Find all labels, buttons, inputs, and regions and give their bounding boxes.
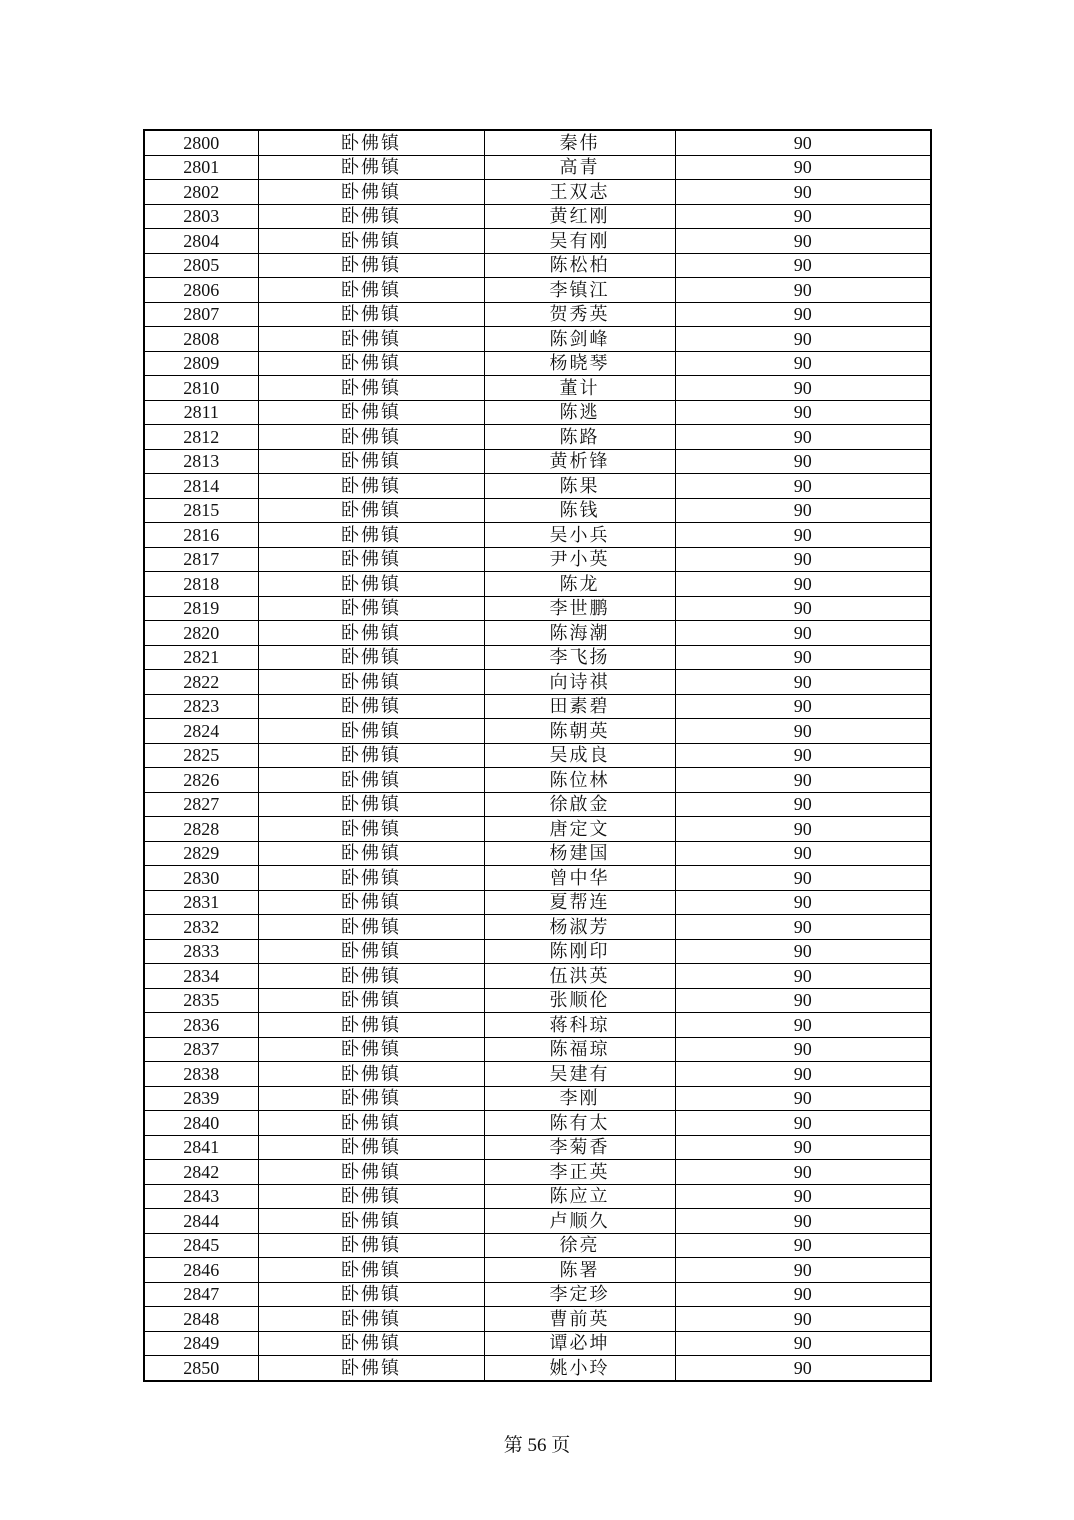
- name-cell: 伍洪英: [484, 964, 675, 989]
- table-row: [144, 498, 931, 523]
- score-cell: 90: [675, 964, 931, 989]
- score-cell: 90: [675, 596, 931, 621]
- name-cell: 陈路: [484, 425, 675, 450]
- row-index-cell: 2807: [144, 302, 258, 327]
- score-cell: 90: [675, 1160, 931, 1185]
- table-row: [144, 817, 931, 842]
- table-row: [144, 915, 931, 940]
- town-cell: 卧佛镇: [258, 1135, 484, 1160]
- name-cell: 夏帮连: [484, 890, 675, 915]
- score-cell: 90: [675, 400, 931, 425]
- score-cell: 90: [675, 621, 931, 646]
- score-cell: 90: [675, 670, 931, 695]
- town-cell: 卧佛镇: [258, 449, 484, 474]
- name-cell: 李刚: [484, 1086, 675, 1111]
- row-index-cell: 2815: [144, 498, 258, 523]
- score-cell: 90: [675, 939, 931, 964]
- table-row: [144, 1086, 931, 1111]
- name-cell: 陈朝英: [484, 719, 675, 744]
- row-index-cell: 2848: [144, 1307, 258, 1332]
- name-cell: 陈剑峰: [484, 327, 675, 352]
- row-index-cell: 2822: [144, 670, 258, 695]
- name-cell: 陈松柏: [484, 253, 675, 278]
- row-index-cell: 2833: [144, 939, 258, 964]
- name-cell: 蒋科琼: [484, 1013, 675, 1038]
- table-row: [144, 1282, 931, 1307]
- score-cell: 90: [675, 1111, 931, 1136]
- name-cell: 陈有太: [484, 1111, 675, 1136]
- row-index-cell: 2820: [144, 621, 258, 646]
- town-cell: 卧佛镇: [258, 1233, 484, 1258]
- score-cell: 90: [675, 180, 931, 205]
- name-cell: 李定珍: [484, 1282, 675, 1307]
- roster-table: [143, 129, 932, 1382]
- table-row: [144, 449, 931, 474]
- table-row: [144, 327, 931, 352]
- town-cell: 卧佛镇: [258, 866, 484, 891]
- table-row: [144, 1037, 931, 1062]
- row-index-cell: 2817: [144, 547, 258, 572]
- page-number: 第 56 页: [503, 1435, 571, 1456]
- table-row: [144, 302, 931, 327]
- row-index-cell: 2816: [144, 523, 258, 548]
- table-row: [144, 694, 931, 719]
- score-cell: 90: [675, 327, 931, 352]
- score-cell: 90: [675, 130, 931, 155]
- score-cell: 90: [675, 719, 931, 744]
- table-row: [144, 866, 931, 891]
- score-cell: 90: [675, 572, 931, 597]
- name-cell: 贺秀英: [484, 302, 675, 327]
- name-cell: 陈逃: [484, 400, 675, 425]
- row-index-cell: 2812: [144, 425, 258, 450]
- table-row: [144, 130, 931, 155]
- row-index-cell: 2803: [144, 204, 258, 229]
- score-cell: 90: [675, 915, 931, 940]
- score-cell: 90: [675, 1331, 931, 1356]
- score-cell: 90: [675, 523, 931, 548]
- row-index-cell: 2824: [144, 719, 258, 744]
- score-cell: 90: [675, 155, 931, 180]
- row-index-cell: 2839: [144, 1086, 258, 1111]
- score-cell: 90: [675, 792, 931, 817]
- town-cell: 卧佛镇: [258, 694, 484, 719]
- row-index-cell: 2808: [144, 327, 258, 352]
- row-index-cell: 2837: [144, 1037, 258, 1062]
- town-cell: 卧佛镇: [258, 523, 484, 548]
- town-cell: 卧佛镇: [258, 204, 484, 229]
- score-cell: 90: [675, 351, 931, 376]
- town-cell: 卧佛镇: [258, 327, 484, 352]
- row-index-cell: 2809: [144, 351, 258, 376]
- table-row: [144, 621, 931, 646]
- row-index-cell: 2841: [144, 1135, 258, 1160]
- table-row: [144, 988, 931, 1013]
- name-cell: 徐亮: [484, 1233, 675, 1258]
- name-cell: 陈福琼: [484, 1037, 675, 1062]
- table-row: [144, 1258, 931, 1283]
- table-row: [144, 1160, 931, 1185]
- town-cell: 卧佛镇: [258, 498, 484, 523]
- town-cell: 卧佛镇: [258, 621, 484, 646]
- town-cell: 卧佛镇: [258, 572, 484, 597]
- name-cell: 李正英: [484, 1160, 675, 1185]
- score-cell: 90: [675, 1135, 931, 1160]
- table-row: [144, 964, 931, 989]
- score-cell: 90: [675, 768, 931, 793]
- name-cell: 吴小兵: [484, 523, 675, 548]
- town-cell: 卧佛镇: [258, 1356, 484, 1381]
- row-index-cell: 2830: [144, 866, 258, 891]
- name-cell: 黄析锋: [484, 449, 675, 474]
- name-cell: 陈刚印: [484, 939, 675, 964]
- name-cell: 曾中华: [484, 866, 675, 891]
- name-cell: 向诗祺: [484, 670, 675, 695]
- table-row: [144, 155, 931, 180]
- score-cell: 90: [675, 645, 931, 670]
- name-cell: 张顺伦: [484, 988, 675, 1013]
- row-index-cell: 2800: [144, 130, 258, 155]
- town-cell: 卧佛镇: [258, 180, 484, 205]
- town-cell: 卧佛镇: [258, 351, 484, 376]
- table-row: [144, 1184, 931, 1209]
- town-cell: 卧佛镇: [258, 1258, 484, 1283]
- town-cell: 卧佛镇: [258, 939, 484, 964]
- score-cell: 90: [675, 204, 931, 229]
- table-row: [144, 1307, 931, 1332]
- town-cell: 卧佛镇: [258, 1111, 484, 1136]
- name-cell: 陈海潮: [484, 621, 675, 646]
- table-row: [144, 939, 931, 964]
- name-cell: 姚小玲: [484, 1356, 675, 1381]
- row-index-cell: 2802: [144, 180, 258, 205]
- name-cell: 卢顺久: [484, 1209, 675, 1234]
- town-cell: 卧佛镇: [258, 1062, 484, 1087]
- town-cell: 卧佛镇: [258, 768, 484, 793]
- name-cell: 陈龙: [484, 572, 675, 597]
- name-cell: 陈应立: [484, 1184, 675, 1209]
- row-index-cell: 2842: [144, 1160, 258, 1185]
- score-cell: 90: [675, 425, 931, 450]
- table-row: [144, 253, 931, 278]
- row-index-cell: 2806: [144, 278, 258, 303]
- name-cell: 王双志: [484, 180, 675, 205]
- score-cell: 90: [675, 1233, 931, 1258]
- score-cell: 90: [675, 1037, 931, 1062]
- table-row: [144, 768, 931, 793]
- score-cell: 90: [675, 278, 931, 303]
- score-cell: 90: [675, 988, 931, 1013]
- town-cell: 卧佛镇: [258, 1209, 484, 1234]
- row-index-cell: 2819: [144, 596, 258, 621]
- row-index-cell: 2810: [144, 376, 258, 401]
- score-cell: 90: [675, 1013, 931, 1038]
- row-index-cell: 2811: [144, 400, 258, 425]
- table-row: [144, 204, 931, 229]
- town-cell: 卧佛镇: [258, 547, 484, 572]
- town-cell: 卧佛镇: [258, 253, 484, 278]
- name-cell: 曹前英: [484, 1307, 675, 1332]
- row-index-cell: 2847: [144, 1282, 258, 1307]
- row-index-cell: 2823: [144, 694, 258, 719]
- table-row: [144, 792, 931, 817]
- town-cell: 卧佛镇: [258, 376, 484, 401]
- table-row: [144, 1135, 931, 1160]
- table-row: [144, 180, 931, 205]
- town-cell: 卧佛镇: [258, 1184, 484, 1209]
- town-cell: 卧佛镇: [258, 596, 484, 621]
- town-cell: 卧佛镇: [258, 1037, 484, 1062]
- name-cell: 陈果: [484, 474, 675, 499]
- row-index-cell: 2850: [144, 1356, 258, 1381]
- name-cell: 秦伟: [484, 130, 675, 155]
- score-cell: 90: [675, 841, 931, 866]
- name-cell: 陈位林: [484, 768, 675, 793]
- table-row: [144, 1062, 931, 1087]
- name-cell: 杨晓琴: [484, 351, 675, 376]
- name-cell: 陈署: [484, 1258, 675, 1283]
- name-cell: 黄红刚: [484, 204, 675, 229]
- row-index-cell: 2829: [144, 841, 258, 866]
- score-cell: 90: [675, 253, 931, 278]
- town-cell: 卧佛镇: [258, 302, 484, 327]
- town-cell: 卧佛镇: [258, 719, 484, 744]
- row-index-cell: 2845: [144, 1233, 258, 1258]
- table-row: [144, 645, 931, 670]
- town-cell: 卧佛镇: [258, 155, 484, 180]
- table-row: [144, 1209, 931, 1234]
- score-cell: 90: [675, 1356, 931, 1381]
- row-index-cell: 2801: [144, 155, 258, 180]
- table-row: [144, 523, 931, 548]
- score-cell: 90: [675, 1184, 931, 1209]
- row-index-cell: 2849: [144, 1331, 258, 1356]
- score-cell: 90: [675, 1209, 931, 1234]
- town-cell: 卧佛镇: [258, 1160, 484, 1185]
- score-cell: 90: [675, 1062, 931, 1087]
- row-index-cell: 2804: [144, 229, 258, 254]
- table-row: [144, 1331, 931, 1356]
- table-row: [144, 1111, 931, 1136]
- row-index-cell: 2832: [144, 915, 258, 940]
- table-row: [144, 890, 931, 915]
- town-cell: 卧佛镇: [258, 792, 484, 817]
- score-cell: 90: [675, 498, 931, 523]
- town-cell: 卧佛镇: [258, 964, 484, 989]
- score-cell: 90: [675, 547, 931, 572]
- row-index-cell: 2805: [144, 253, 258, 278]
- row-index-cell: 2831: [144, 890, 258, 915]
- name-cell: 田素碧: [484, 694, 675, 719]
- town-cell: 卧佛镇: [258, 1013, 484, 1038]
- town-cell: 卧佛镇: [258, 645, 484, 670]
- name-cell: 李镇江: [484, 278, 675, 303]
- row-index-cell: 2834: [144, 964, 258, 989]
- name-cell: 陈钱: [484, 498, 675, 523]
- town-cell: 卧佛镇: [258, 817, 484, 842]
- town-cell: 卧佛镇: [258, 890, 484, 915]
- table-row: [144, 1233, 931, 1258]
- town-cell: 卧佛镇: [258, 1307, 484, 1332]
- town-cell: 卧佛镇: [258, 278, 484, 303]
- name-cell: 谭必坤: [484, 1331, 675, 1356]
- row-index-cell: 2813: [144, 449, 258, 474]
- table-row: [144, 351, 931, 376]
- row-index-cell: 2825: [144, 743, 258, 768]
- score-cell: 90: [675, 866, 931, 891]
- score-cell: 90: [675, 1307, 931, 1332]
- row-index-cell: 2846: [144, 1258, 258, 1283]
- name-cell: 徐啟金: [484, 792, 675, 817]
- table-row: [144, 547, 931, 572]
- row-index-cell: 2835: [144, 988, 258, 1013]
- town-cell: 卧佛镇: [258, 425, 484, 450]
- row-index-cell: 2827: [144, 792, 258, 817]
- table-row: [144, 572, 931, 597]
- table-row: [144, 229, 931, 254]
- score-cell: 90: [675, 743, 931, 768]
- name-cell: 李菊香: [484, 1135, 675, 1160]
- row-index-cell: 2814: [144, 474, 258, 499]
- table-row: [144, 670, 931, 695]
- town-cell: 卧佛镇: [258, 474, 484, 499]
- table-row: [144, 278, 931, 303]
- name-cell: 尹小英: [484, 547, 675, 572]
- score-cell: 90: [675, 302, 931, 327]
- row-index-cell: 2843: [144, 1184, 258, 1209]
- town-cell: 卧佛镇: [258, 915, 484, 940]
- score-cell: 90: [675, 1086, 931, 1111]
- row-index-cell: 2844: [144, 1209, 258, 1234]
- town-cell: 卧佛镇: [258, 841, 484, 866]
- table-row: [144, 425, 931, 450]
- name-cell: 杨建国: [484, 841, 675, 866]
- name-cell: 吴建有: [484, 1062, 675, 1087]
- town-cell: 卧佛镇: [258, 400, 484, 425]
- name-cell: 李世鹏: [484, 596, 675, 621]
- name-cell: 唐定文: [484, 817, 675, 842]
- name-cell: 杨淑芳: [484, 915, 675, 940]
- table-row: [144, 1356, 931, 1381]
- roster-table-body: [144, 130, 931, 1381]
- score-cell: 90: [675, 1282, 931, 1307]
- name-cell: 吴成良: [484, 743, 675, 768]
- row-index-cell: 2836: [144, 1013, 258, 1038]
- town-cell: 卧佛镇: [258, 1331, 484, 1356]
- town-cell: 卧佛镇: [258, 130, 484, 155]
- town-cell: 卧佛镇: [258, 229, 484, 254]
- name-cell: 高青: [484, 155, 675, 180]
- name-cell: 董计: [484, 376, 675, 401]
- score-cell: 90: [675, 1258, 931, 1283]
- name-cell: 吴有刚: [484, 229, 675, 254]
- table-row: [144, 400, 931, 425]
- row-index-cell: 2828: [144, 817, 258, 842]
- score-cell: 90: [675, 449, 931, 474]
- score-cell: 90: [675, 694, 931, 719]
- table-row: [144, 719, 931, 744]
- table-row: [144, 596, 931, 621]
- town-cell: 卧佛镇: [258, 1282, 484, 1307]
- row-index-cell: 2838: [144, 1062, 258, 1087]
- town-cell: 卧佛镇: [258, 988, 484, 1013]
- table-row: [144, 1013, 931, 1038]
- row-index-cell: 2826: [144, 768, 258, 793]
- row-index-cell: 2840: [144, 1111, 258, 1136]
- table-row: [144, 743, 931, 768]
- name-cell: 李飞扬: [484, 645, 675, 670]
- table-row: [144, 841, 931, 866]
- town-cell: 卧佛镇: [258, 743, 484, 768]
- score-cell: 90: [675, 890, 931, 915]
- town-cell: 卧佛镇: [258, 670, 484, 695]
- score-cell: 90: [675, 229, 931, 254]
- town-cell: 卧佛镇: [258, 1086, 484, 1111]
- table-row: [144, 474, 931, 499]
- score-cell: 90: [675, 817, 931, 842]
- score-cell: 90: [675, 376, 931, 401]
- score-cell: 90: [675, 474, 931, 499]
- row-index-cell: 2821: [144, 645, 258, 670]
- table-row: [144, 376, 931, 401]
- row-index-cell: 2818: [144, 572, 258, 597]
